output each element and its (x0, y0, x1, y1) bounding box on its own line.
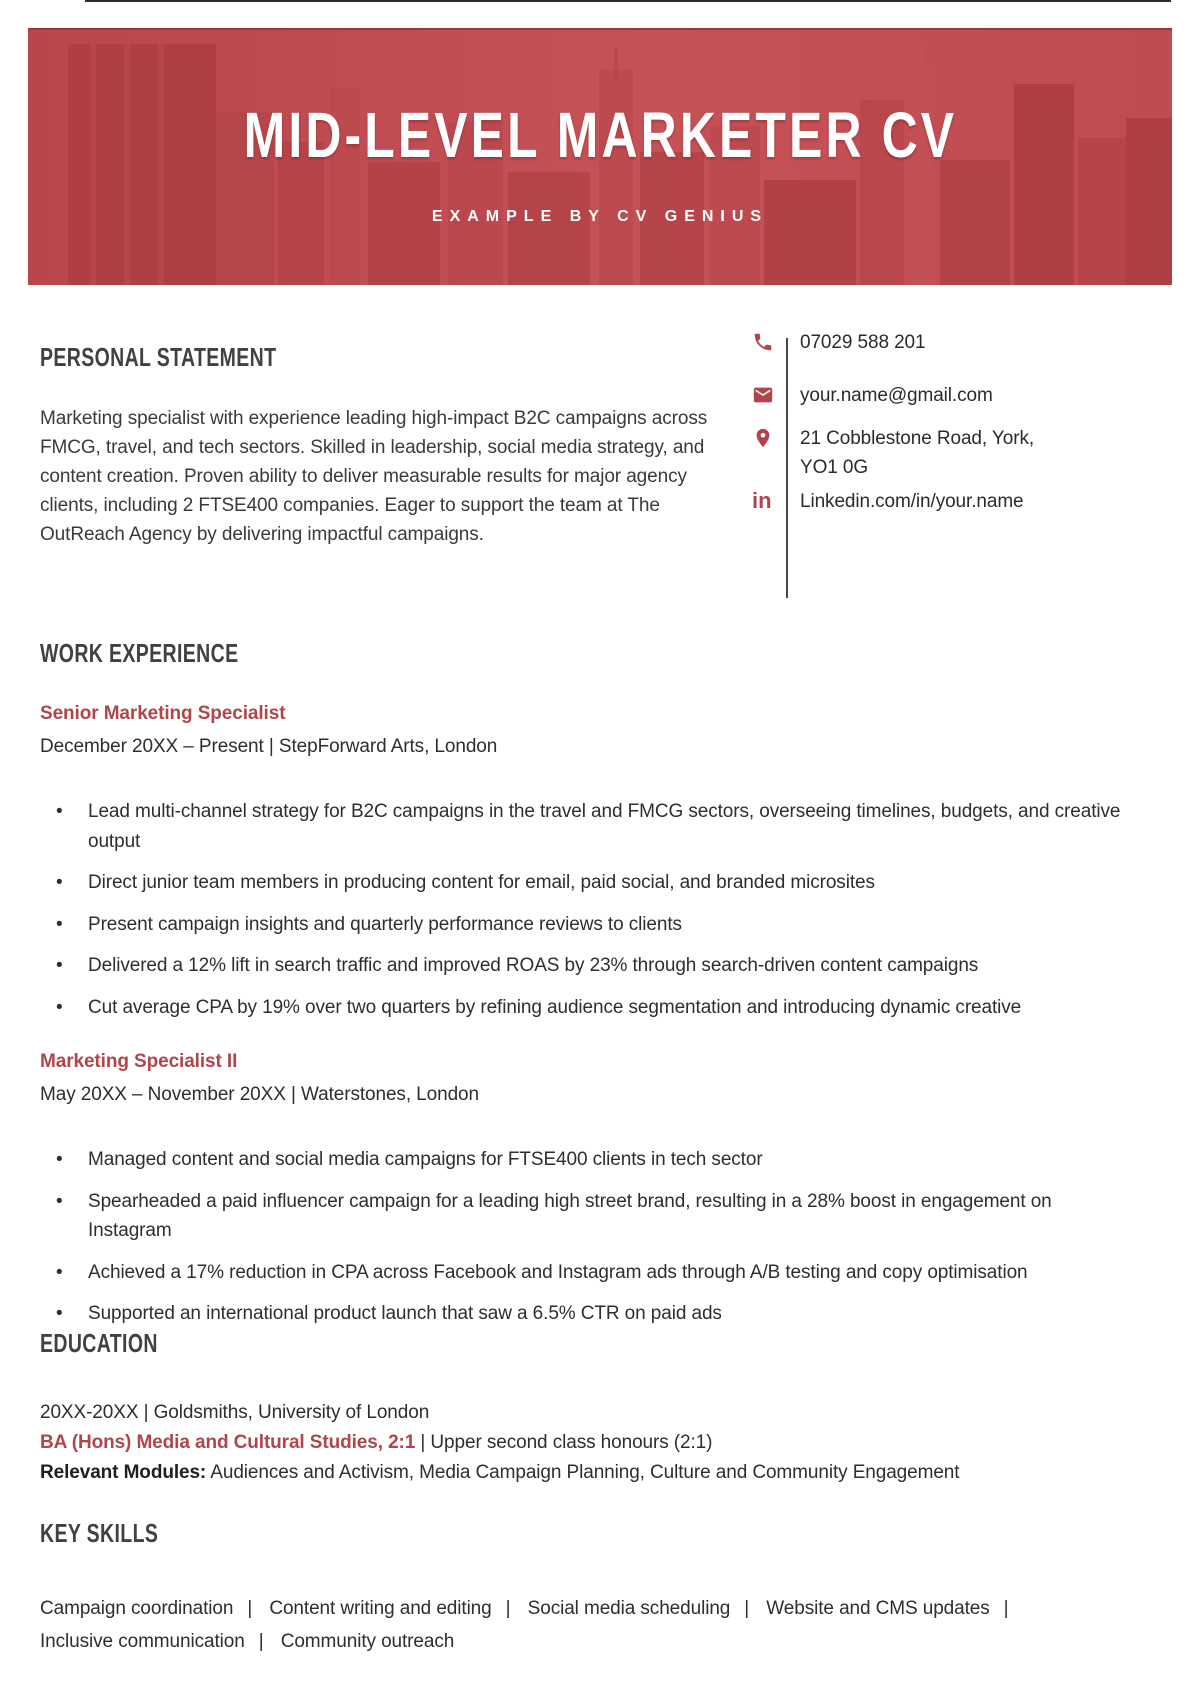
skill-item: Campaign coordination | (40, 1598, 264, 1619)
job-title: Senior Marketing Specialist (40, 703, 286, 724)
location-pin-icon (752, 427, 778, 451)
envelope-icon (752, 384, 778, 408)
section-heading-work-experience: WORK EXPERIENCE (40, 638, 239, 668)
education-modules-line (40, 1458, 1162, 1488)
section-heading-key-skills: KEY SKILLS (40, 1518, 159, 1548)
job-bullet: • Present campaign insights and quarterly performance reviews to clients (40, 910, 1128, 940)
education-degree: BA (Hons) Media and Cultural Studies, 2:1 (40, 1432, 416, 1453)
page-title (28, 98, 1172, 172)
education-dates-school: 20XX-20XX | Goldsmiths, University of London (40, 1402, 430, 1423)
job-bullet: • Achieved a 17% reduction in CPA across Facebook and Instagram ads through A/B testing and copy optimisation (40, 1258, 1128, 1288)
linkedin-icon: in (752, 488, 772, 513)
page-title-text: MID-LEVEL MARKETER CV (243, 99, 957, 171)
job-entry-marketing-specialist-ii (40, 1050, 1162, 1341)
job-bullet: • Delivered a 12% lift in search traffic and improved ROAS by 23% through search-driven content campaigns (40, 951, 1128, 981)
job-bullet: • Direct junior team members in producing content for email, paid social, and branded microsites (40, 868, 1128, 898)
section-heading-personal-statement: PERSONAL STATEMENT (40, 342, 277, 372)
skill-item: Website and CMS updates | (766, 1598, 1020, 1619)
skill-item: Community outreach (280, 1631, 455, 1652)
personal-statement-text: Marketing specialist with experience leading high-impact B2C campaigns across FMCG, travel, and tech sectors. Skilled in leadership, social media strategy, and content creation. Proven ability to deliver measurable results for major agency clients, including 2 FTSE400 companies. Eager to support the team at The OutReach Agency by delivering impactful campaigns. (40, 408, 708, 545)
job-bullet: • Managed content and social media campaigns for FTSE400 clients in tech sector (40, 1145, 1128, 1175)
page-subtitle: EXAMPLE BY CV GENIUS (431, 208, 769, 225)
contact-address-value: 21 Cobblestone Road, York, YO1 0G (800, 428, 1035, 478)
job-bullet: • Lead multi-channel strategy for B2C campaigns in the travel and FMCG sectors, overseeing timelines, budgets, and creative output (40, 797, 1128, 856)
section-heading-education: EDUCATION (40, 1328, 158, 1358)
contact-linkedin-value: Linkedin.com/in/your.name (800, 491, 1024, 512)
job-entry-senior-marketing-specialist (40, 702, 1162, 1034)
education-modules-list: Audiences and Activism, Media Campaign Planning, Culture and Community Engagement (206, 1462, 960, 1483)
job-bullet: • Cut average CPA by 19% over two quarters by refining audience segmentation and introducing dynamic creative (40, 993, 1128, 1023)
job-bullet: • Supported an international product launch that saw a 6.5% CTR on paid ads (40, 1299, 1128, 1329)
contact-email-value: your.name@gmail.com (800, 385, 993, 406)
header-banner (28, 28, 1172, 285)
skill-item: Inclusive communication | (40, 1631, 276, 1652)
education-modules-label: Relevant Modules: (40, 1462, 207, 1483)
skill-item: Social media scheduling | (528, 1598, 761, 1619)
contact-address-row (752, 424, 1172, 482)
top-border-line (85, 0, 1171, 2)
phone-icon (752, 331, 778, 355)
education-degree-line (40, 1428, 1162, 1458)
job-meta: May 20XX – November 20XX | Waterstones, London (40, 1084, 479, 1105)
job-bullet-list (40, 1145, 1162, 1329)
contact-phone-value: 07029 588 201 (800, 332, 926, 353)
contact-phone-row (752, 328, 1172, 357)
job-title: Marketing Specialist II (40, 1051, 238, 1072)
education-degree-honours: | Upper second class honours (2:1) (415, 1432, 713, 1453)
contact-email-row (752, 381, 1172, 410)
job-meta: December 20XX – Present | StepForward Arts, London (40, 736, 498, 757)
job-bullet-list (40, 797, 1162, 1022)
job-bullet: • Spearheaded a paid influencer campaign for a leading high street brand, resulting in a 28% boost in engagement on Instagram (40, 1187, 1128, 1246)
key-skills-list (40, 1592, 1165, 1658)
education-details (40, 1398, 1162, 1488)
banner-text (28, 30, 1172, 285)
skill-item: Content writing and editing | (269, 1598, 522, 1619)
contact-linkedin-row (752, 487, 1172, 516)
